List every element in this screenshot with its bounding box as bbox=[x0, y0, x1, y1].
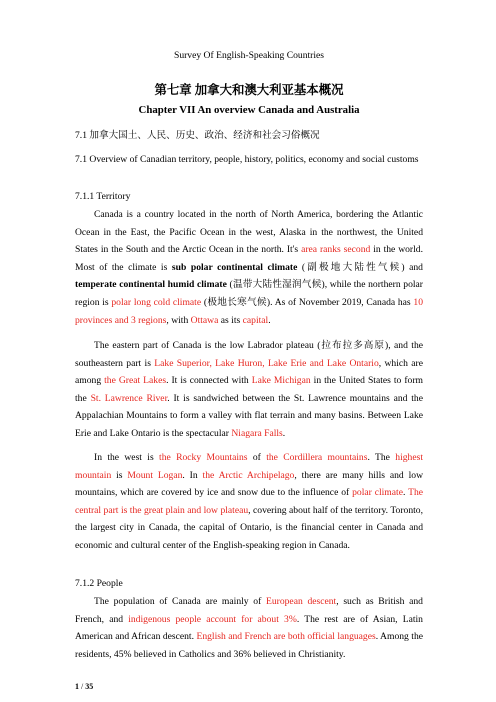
highlight: European descent bbox=[265, 596, 337, 607]
text: , such as British and French, and bbox=[75, 596, 423, 625]
text: . bbox=[282, 427, 286, 439]
highlight: Mount Logan bbox=[127, 469, 183, 481]
text: in the world. Most of the climate is bbox=[75, 244, 423, 273]
subsection-heading-people: 7.1.2 People bbox=[75, 578, 123, 589]
highlight: the Rocky Mountains bbox=[159, 452, 248, 463]
text: in the United States to form the bbox=[75, 375, 424, 404]
text: (副极地大陆性气候) and bbox=[297, 261, 423, 273]
page-total: 35 bbox=[85, 682, 94, 691]
text: . It is sandwiched between the St. Lawrence mountains and the Appalachian Mountains to form a valley with flat terrain and many basins. Between Lake Erie and Lake Ontario is the spectacular bbox=[75, 392, 423, 439]
text: . bbox=[402, 487, 409, 499]
text: The population of Canada are mainly of bbox=[94, 596, 266, 607]
page-number bbox=[75, 682, 93, 691]
text: , there are many hills and low mountains, which are covered by ice and snow due to the influence of bbox=[75, 469, 423, 499]
text: (极地长寒气候). As of November 2019, Canada has bbox=[201, 296, 414, 308]
text: In the west is bbox=[94, 452, 160, 463]
text: (温带大陆性湿润气候), while the northern polar region is bbox=[75, 279, 424, 308]
text: of bbox=[247, 452, 267, 463]
paragraph-territory-3 bbox=[75, 449, 423, 555]
text: , covering about half of the territory. Toronto, the largest city in Canada, the capital of Ontario, is the financial center in Canada and economic and cultural center of the English-speaking region in Canada. bbox=[75, 504, 423, 551]
text: . bbox=[268, 314, 271, 326]
highlight: indigenous people account for about 3% bbox=[128, 613, 297, 625]
highlight: the Cordillera mountains bbox=[266, 452, 368, 463]
bold-term: sub polar continental climate bbox=[171, 261, 298, 273]
highlight: St. Lawrence River bbox=[90, 392, 168, 404]
text: , with bbox=[166, 314, 191, 326]
text: as its bbox=[218, 314, 243, 326]
highlight: Niagara Falls bbox=[231, 427, 283, 439]
highlight: the Arctic Archipelago bbox=[202, 469, 295, 481]
text: . It is connected with bbox=[166, 375, 252, 387]
text: . The rest are of Asian, Latin American and African descent. bbox=[75, 613, 423, 643]
highlight: polar long cold climate bbox=[111, 296, 202, 308]
text: . The bbox=[367, 452, 396, 463]
bold-term: temperate continental humid climate bbox=[75, 279, 227, 291]
highlight: polar climate bbox=[352, 487, 403, 499]
text: is bbox=[111, 469, 128, 481]
highlight: the Great Lakes bbox=[104, 375, 167, 387]
paragraph-territory-2 bbox=[75, 337, 423, 443]
highlight: Lake Superior, Lake Huron, Lake Erie and Lake Ontario bbox=[154, 357, 379, 369]
text: The eastern part of Canada is the low Labrador plateau (拉布拉多高原), and the southeastern part is bbox=[75, 340, 423, 369]
highlight: English and French are both official languages bbox=[196, 631, 376, 643]
text: . In bbox=[182, 469, 203, 481]
highlight: Ottawa bbox=[190, 314, 219, 326]
text: , which are among bbox=[75, 357, 423, 387]
subsection-heading-territory: 7.1.1 Territory bbox=[75, 191, 131, 202]
chapter-title-en: Chapter VII An overview Canada and Australia bbox=[138, 104, 360, 116]
chapter-title-cn: 第七章 加拿大和澳大利亚基本概况 bbox=[154, 83, 344, 97]
highlight: highest mountain bbox=[75, 452, 423, 481]
paragraph-people-1 bbox=[75, 593, 423, 663]
text: Canada is a country located in the north of North America, bordering the Atlantic Ocean in the East, the Pacific Ocean in the west, Alaska in the northwest, the United States in the South and the Arctic Ocean in the north. It's bbox=[75, 209, 423, 256]
paragraph-territory-1 bbox=[75, 206, 423, 329]
highlight: area ranks second bbox=[301, 244, 371, 256]
running-header: Survey Of English-Speaking Countries bbox=[173, 50, 325, 61]
highlight: Lake Michigan bbox=[251, 375, 311, 387]
section-heading-en: 7.1 Overview of Canadian territory, people, history, politics, economy and social customs bbox=[75, 154, 419, 165]
page-current: 1 bbox=[75, 682, 79, 691]
page-separator: / bbox=[81, 682, 84, 691]
highlight: capital bbox=[242, 314, 269, 326]
section-heading-cn: 7.1 加拿大国土、人民、历史、政治、经济和社会习俗概况 bbox=[75, 130, 320, 141]
highlight: The central part is the great plain and low plateau bbox=[75, 487, 423, 516]
highlight: 10 provinces and 3 regions bbox=[75, 296, 423, 326]
text: . Among the residents, 45% believed in Catholics and 36% believed in Christianity. bbox=[75, 631, 424, 660]
